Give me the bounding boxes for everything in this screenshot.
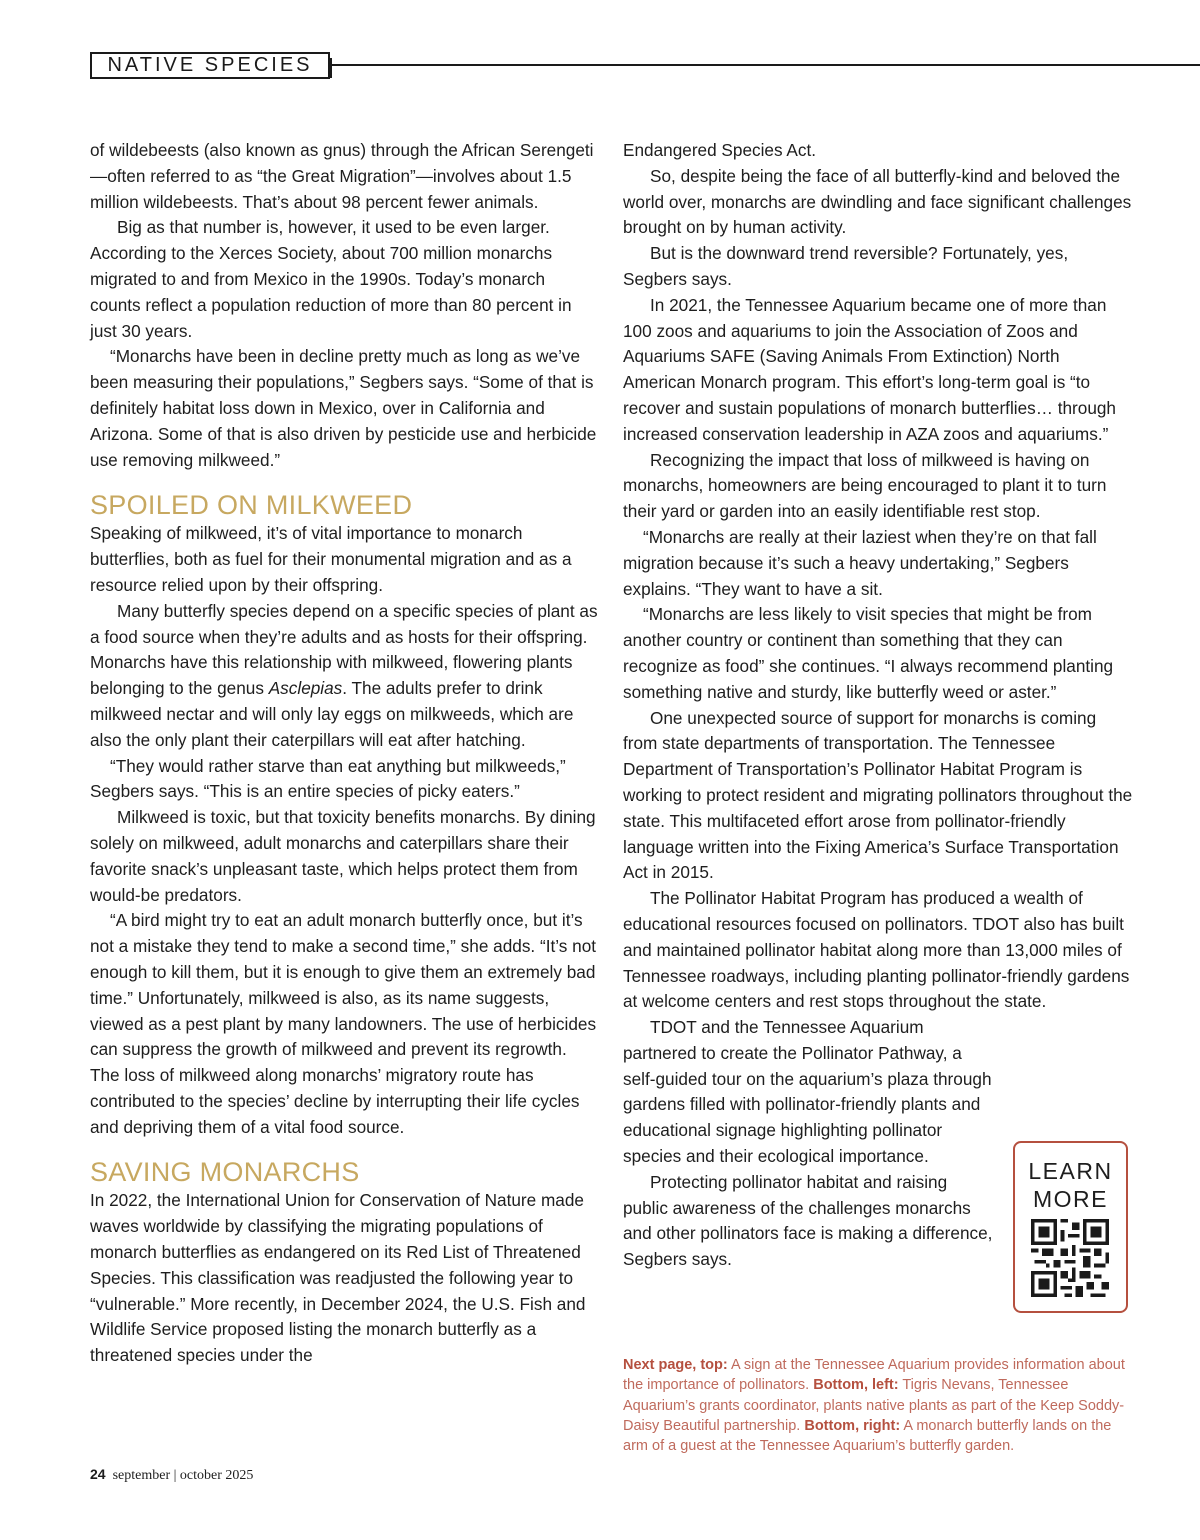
learn-more-box[interactable] bbox=[1013, 1141, 1128, 1313]
paragraph: The Pollinator Habitat Program has produced a wealth of educational resources focused on pollinators. TDOT also has built and maintained pollinator habitat along more than 13,000 miles of Tennessee roadways, including planting pollinator-friendly gardens at welcome centers and rest stops throughout the state. bbox=[623, 888, 1130, 1012]
paragraph: One unexpected source of support for monarchs is coming from state departments of transportation. The Tennessee Department of Transportation’s Pollinator Habitat Program is working to protect resident and migrating pollinators throughout the state. This multifaceted effort arose from pollinator-friendly language written into the Fixing America’s Surface Transportation Act in 2015. bbox=[623, 707, 1133, 883]
caption-label: Bottom, left: bbox=[813, 1377, 899, 1394]
paragraph: Big as that number is, however, it used to be even larger. According to the Xerces Society, about 700 million monarchs migrated to and from Mexico in the 1990s. Today’s monarch counts reflect a population reduction of more than 80 percent in just 30 years. bbox=[90, 217, 572, 341]
right-column bbox=[623, 138, 1133, 1273]
paragraph: “They would rather starve than eat anything but milkweeds,” Segbers says. “This is an entire species of picky eaters.” bbox=[90, 755, 566, 802]
paragraph: “Monarchs have been in decline pretty much as long as we’ve been measuring their populations,” Segbers says. “Some of that is definitely habitat loss down in Mexico, over in California and Arizona. Some of that is also driven by pesticide use and herbicide use removing milkweed.” bbox=[90, 346, 597, 470]
paragraph: But is the downward trend reversible? Fortunately, yes, Segbers says. bbox=[623, 243, 1069, 289]
paragraph: Recognizing the impact that loss of milkweed is having on monarchs, homeowners are being encouraged to plant it to turn their yard or garden into an easily identifiable rest stop. bbox=[623, 449, 1107, 522]
genus-name: Asclepias bbox=[268, 678, 343, 699]
caption-label: Next page, top: bbox=[623, 1357, 728, 1373]
paragraph-text: Many butterfly species depend on a specific species of plant as a food source when they’re adults and as hosts for their offspring. Monarchs have this relationship with milkweed, flowering plants belonging to the genus bbox=[90, 600, 598, 699]
learn-more-line1: LEARN bbox=[1028, 1158, 1113, 1184]
issue-date: september | october 2025 bbox=[112, 1468, 254, 1483]
paragraph: of wildebeests (also known as gnus) through the African Serengeti—often referred to as “the Great Migration”—involves about 1.5 million wildebeests. That’s about 98 percent fewer animals. bbox=[90, 140, 594, 212]
paragraph: So, despite being the face of all butterfly-kind and beloved the world over, monarchs are dwindling and face significant challenges brought on by human activity. bbox=[623, 165, 1132, 238]
paragraph: “Monarchs are really at their laziest when they’re on that fall migration because it’s such a heavy undertaking,” Segbers explains. “They want to have a sit. bbox=[623, 526, 1097, 599]
page-number: 24 bbox=[90, 1466, 106, 1482]
paragraph: Endangered Species Act. bbox=[623, 140, 817, 160]
learn-more-label bbox=[1015, 1157, 1126, 1213]
subheading-spoiled-on-milkweed: SPOILED ON MILKWEED bbox=[90, 490, 413, 521]
page-footer bbox=[90, 1466, 253, 1484]
subheading-saving-monarchs: SAVING MONARCHS bbox=[90, 1157, 360, 1188]
paragraph: Speaking of milkweed, it’s of vital importance to monarch butterflies, both as fuel for their monumental migration and as a resource relied upon by their offspring. bbox=[90, 523, 572, 595]
section-label: NATIVE SPECIES bbox=[90, 52, 330, 79]
paragraph: Milkweed is toxic, but that toxicity benefits monarchs. By dining solely on milkweed, adult monarchs and caterpillars share their favorite snack’s unpleasant taste, which helps protect them from would-be predators. bbox=[90, 807, 596, 905]
paragraph: In 2022, the International Union for Conservation of Nature made waves worldwide by classifying the migrating populations of monarch butterflies as endangered on its Red List of Threatened Species. This classification was readjusted the following year to “vulnerable.” More recently, in December 2024, the U.S. Fish and Wildlife Service proposed listing the monarch butterfly as a threatened species under the bbox=[90, 1190, 586, 1366]
paragraph: “A bird might try to eat an adult monarch butterfly once, but it’s not a mistake they tend to make a second time,” she adds. “It’s not enough to kill them, but it is enough to give them an extremely bad time.” Unfortunately, milkweed is also, as its name suggests, viewed as a pest plant by many landowners. The use of herbicides can suppress the growth of milkweed and prevent its regrowth. The loss of milkweed along monarchs’ migratory route has contributed to the species’ decline by interrupting their life cycles and depriving them of a vital food source. bbox=[90, 910, 597, 1137]
caption-text: A monarch butterfly lands on the arm of a guest at the Tennessee Aquarium’s butterfly garden. bbox=[623, 1417, 1112, 1455]
qr-code-icon[interactable] bbox=[1031, 1219, 1109, 1297]
paragraph: Protecting pollinator habitat and raising public awareness of the challenges monarchs and other pollinators face is making a difference, Segbers says. bbox=[623, 1171, 993, 1270]
caption-text: A sign at the Tennessee Aquarium provides information about the importance of pollinators. bbox=[623, 1357, 1125, 1394]
caption-text: Tigris Nevans, Tennessee Aquarium’s grants coordinator, plants native plants as part of the Keep Soddy-Daisy Beautiful partnership. bbox=[623, 1377, 1125, 1434]
learn-more-line2: MORE bbox=[1033, 1186, 1108, 1212]
paragraph: “Monarchs are less likely to visit species that might be from another country or continent than something that they can recognize as food” she continues. “I always recommend planting something native and sturdy, like butterfly weed or aster.” bbox=[623, 604, 1114, 702]
caption-label: Bottom, right: bbox=[804, 1417, 901, 1434]
photo-caption bbox=[623, 1355, 1138, 1456]
header-rule bbox=[330, 64, 1200, 66]
paragraph bbox=[90, 599, 600, 754]
left-column bbox=[90, 138, 600, 1369]
paragraph: TDOT and the Tennessee Aquarium partnered to create the Pollinator Pathway, a self-guided tour on the aquarium’s plaza through gardens filled with pollinator-friendly plants and educational signage highlighting pollinator species and their ecological importance. bbox=[623, 1017, 992, 1167]
header-rule-notch bbox=[330, 58, 332, 78]
paragraph: In 2021, the Tennessee Aquarium became one of more than 100 zoos and aquariums to join the Association of Zoos and Aquariums SAFE (Saving Animals From Extinction) North American Monarch program. This effort’s long-term goal is “to recover and sustain populations of monarch butterflies… through increased conservation leadership in AZA zoos and aquariums.” bbox=[623, 294, 1116, 444]
paragraph-text: . The adults prefer to drink milkweed nectar and will only lay eggs on milkweeds, which are also the only plant their caterpillars will eat after hatching. bbox=[90, 678, 574, 750]
